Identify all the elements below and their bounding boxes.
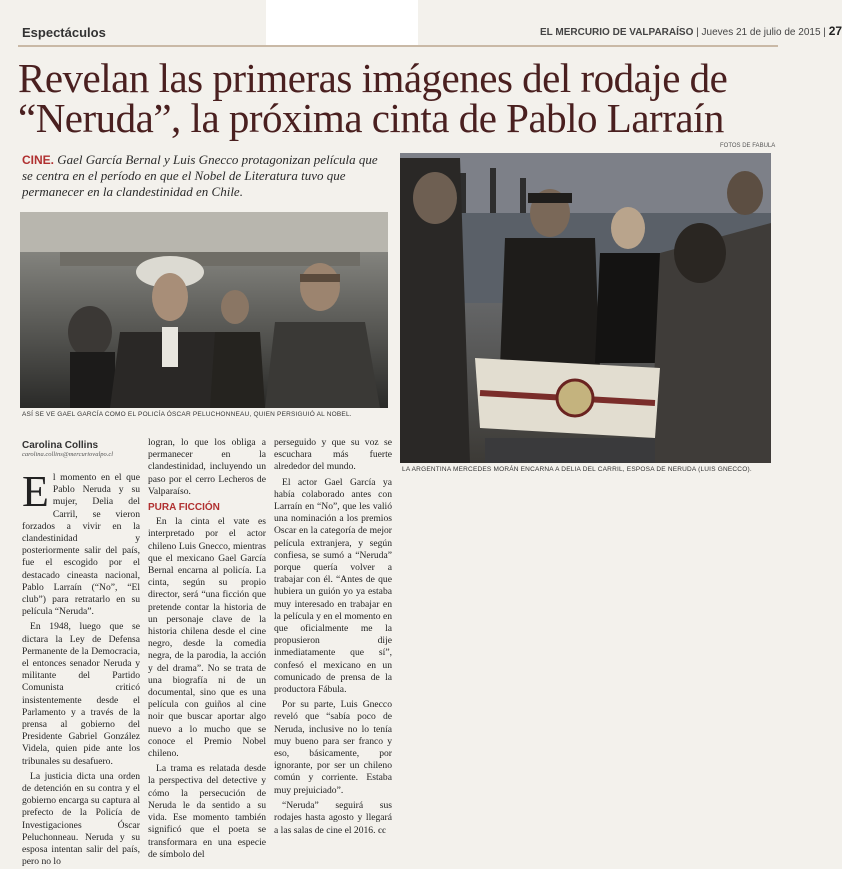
col1-paragraph-1: l momento en el que Pablo Neruda y su mujer, Delia del Carril, se vieron forzados a vivir en la clandestinidad y posteriormente salir del país, fue el escogido por el destacado cineasta nacional, Pablo Larraín (“No”, “El club”) para retratarlo en su película “Neruda”. [22, 472, 140, 618]
col3-paragraph-1: perseguido y que su voz se escuchara más fuerte alrededor del mundo. [274, 437, 392, 473]
article-column-3 [274, 437, 392, 837]
header-rule [18, 45, 778, 47]
lead-tag: CINE. [22, 153, 55, 167]
author-email: carolina.collins@mercuriovalpo.cl [22, 451, 114, 458]
photo-gael-garcia [20, 212, 388, 408]
photo-mercedes-moran-image [400, 153, 771, 463]
col2-paragraph-1: logran, lo que los obliga a permanecer en la clandestinidad, incluyendo un paso por el cerro Lecheros de Valparaíso. [148, 437, 266, 497]
subhead: PURA FICCIÓN [148, 502, 220, 514]
issue-date: Jueves 21 de julio de 2015 [701, 27, 821, 38]
lead-text: Gael García Bernal y Luis Gnecco protagonizan película que se centra en el período en que el Nobel de Literatura tuvo que permanecer en la clandestinidad en Chile. [22, 152, 378, 199]
photo2-caption: LA ARGENTINA MERCEDES MORÁN ENCARNA A DELIA DEL CARRIL, ESPOSA DE NERUDA (LUIS GNECCO). [402, 466, 752, 473]
masthead: EL MERCURIO DE VALPARAÍSO | Jueves 21 de julio de 2015 | 27 [540, 24, 842, 38]
col2-paragraph-2: En la cinta el vate es interpretado por el actor chileno Luis Gnecco, mientras que el mexicano Gael García Bernal encarna al policía. La cinta, según su propio director, será “una ficción que pretende contar la historia de un personaje clave de la historia chilena desde el cine negro, desde la comedia negra, de la parodia, la acción y del drama”. No se trata de una biografía ni de un documental, sino que es una película con guiños al cine noir que buscar aportar algo nuevo a lo mucho que se conoce el Premio Nobel chileno. [148, 516, 266, 760]
article-column-1 [22, 467, 140, 868]
section-label: Espectáculos [22, 25, 106, 40]
col3-paragraph-4-text: “Neruda” seguirá sus rodajes hasta agosto y llegará a las salas de cine el 2016. [274, 799, 392, 837]
blank-margin [266, 0, 418, 46]
end-mark: cc [377, 825, 386, 836]
article-column-2 [148, 437, 266, 860]
page-number: 27 [828, 24, 842, 38]
col3-paragraph-4 [274, 800, 392, 838]
lead-paragraph [22, 152, 382, 200]
dropcap: E [22, 467, 49, 516]
col3-paragraph-3: Por su parte, Luis Gnecco reveló que “sabía poco de Neruda, inclusive no lo tenía muy bueno para ser franco y eso, básicamente, por ignorante, por ser un chileno común y corriente. Estaba muy prejuiciado”. [274, 699, 392, 796]
photo-mercedes-moran [400, 153, 771, 463]
author-name: Carolina Collins [22, 440, 99, 451]
photo1-caption: ASÍ SE VE GAEL GARCÍA COMO EL POLICÍA ÓSCAR PELUCHONNEAU, QUIEN PERSIGUIÓ AL NOBEL. [22, 411, 352, 418]
col1-paragraph-2: En 1948, luego que se dictara la Ley de Defensa Permanente de la Democracia, el entonces senador Neruda y militante del Partido Comunista criticó insistentemente desde el Parlamento y a través de la prensa al gobierno del Presidente Gabriel González Videla, quien pide ante los tribunales su desafuero. [22, 621, 140, 767]
headline: Revelan las primeras imágenes del rodaje de “Neruda”, la próxima cinta de Pablo Larraín [18, 55, 728, 141]
col2-paragraph-3: La trama es relatada desde la perspectiva del detective y cómo la persecución de Neruda le da sentido a su vida. Ese momento también significó que el poeta se transformara en una especie de símbolo del [148, 763, 266, 860]
col3-paragraph-2: El actor Gael García ya había colaborado antes con Larraín en “No”, que les valió una nominación a los premios Oscar en la categoría de mejor película extranjera, y según confiesa, se sumó a “Neruda” porque quería volver a trabajar con él. “Antes de que hubiera un guión yo ya estaba muy interesado en trabajar en la película y en el momento en que oficialmente me la propusieron dije inmediatamente que sí”, confesó el mexicano en un comunicado de prensa de la productora Fábula. [274, 476, 392, 696]
col1-paragraph-3: La justicia dicta una orden de detención en su contra y el gobierno encarga su captura al prefecto de la Policía de Investigaciones Óscar Peluchonneau. Neruda y su esposa intentan salir del país, pero no lo [22, 770, 140, 868]
newspaper-name: EL MERCURIO DE VALPARAÍSO [540, 27, 694, 38]
photo-gael-garcia-image [20, 212, 388, 408]
photo-credit: FOTOS DE FABULA [720, 143, 776, 149]
byline [22, 440, 140, 458]
